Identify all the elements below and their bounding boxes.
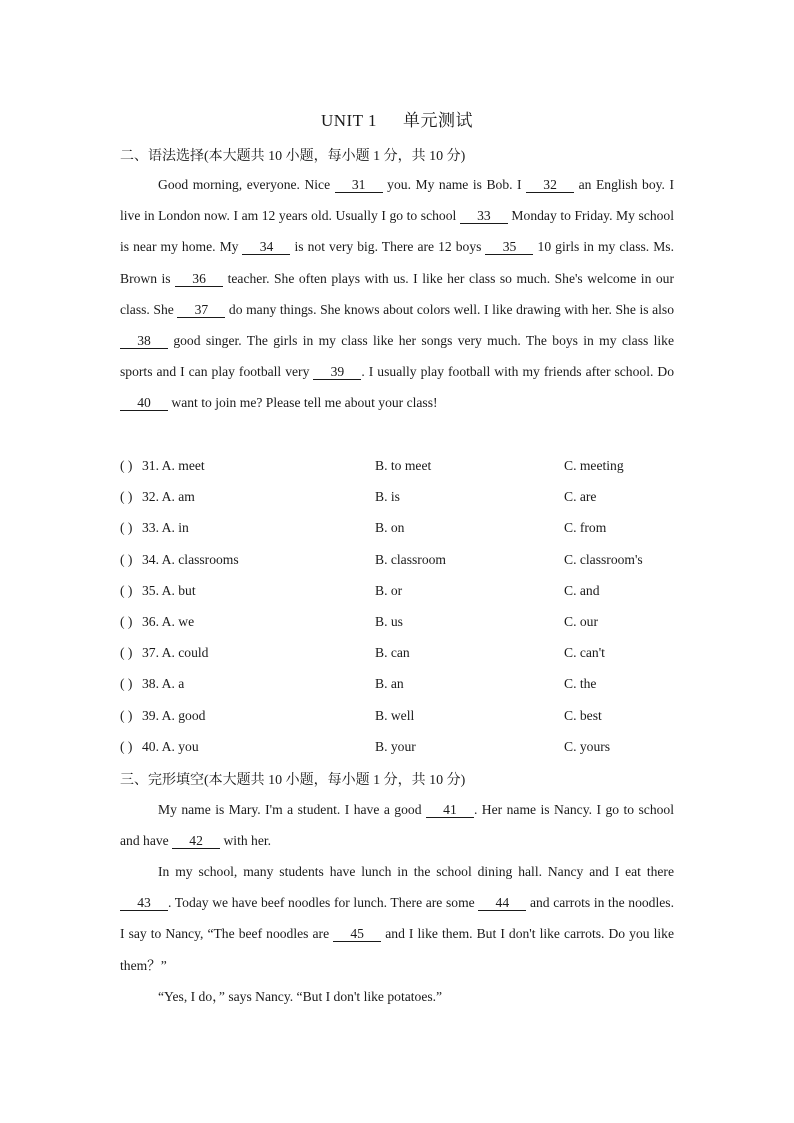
answer-blank: 42	[172, 833, 220, 849]
option-a-text: A. we	[161, 614, 195, 629]
option-c: C. and	[564, 582, 600, 598]
question-number: 31	[142, 458, 156, 473]
answer-bracket[interactable]: ( )	[120, 645, 133, 661]
option-c: C. from	[564, 520, 607, 536]
number-separator: .	[155, 645, 162, 661]
option-a-text: A. you	[161, 738, 199, 754]
text-run: In my school, many students have lunch in the school dining hall. Nancy and I eat there	[158, 864, 674, 879]
question-number: 40	[142, 738, 156, 754]
option-a	[142, 458, 205, 474]
question-row	[120, 583, 674, 603]
number-separator: .	[155, 551, 162, 567]
option-a-text: A. could	[161, 645, 209, 661]
answer-bracket[interactable]: ( )	[120, 707, 133, 723]
page-title	[120, 106, 674, 131]
question-number: 39	[142, 707, 156, 723]
option-b: B. or	[375, 582, 403, 598]
option-b: B. your	[375, 738, 416, 754]
text-run: with her.	[220, 833, 272, 849]
answer-bracket[interactable]: ( )	[120, 676, 133, 692]
question-row	[120, 552, 674, 572]
question-number: 38	[142, 676, 156, 692]
question-number: 33	[142, 520, 156, 536]
option-a	[142, 645, 208, 661]
answer-blank: 41	[426, 802, 474, 818]
number-separator: .	[155, 738, 162, 754]
question-row	[120, 739, 674, 759]
text-run: an English boy. I live in London now. I am 12 years old. Usually I go to school	[120, 177, 674, 224]
answer-bracket[interactable]: ( )	[120, 458, 133, 473]
answer-blank: 32	[526, 177, 574, 193]
option-a	[142, 583, 196, 599]
answer-bracket[interactable]: ( )	[120, 614, 133, 629]
text-run: 10 girls in my class. Ms. Brown is	[120, 239, 674, 286]
answer-blank: 33	[460, 208, 508, 224]
text-run: is not very big. There are 12 boys	[290, 239, 486, 255]
section-3-heading: 三、完形填空(本大题共 10 小题，每小题 1 分，共 10 分)	[120, 773, 466, 788]
option-c: C. classroom's	[564, 551, 643, 567]
option-c: C. meeting	[564, 458, 624, 473]
answer-blank: 37	[177, 302, 225, 318]
text-run: . I usually play football with my friends after school. Do	[361, 364, 674, 380]
option-b: B. an	[375, 676, 404, 692]
option-a-text: A. classrooms	[161, 551, 239, 567]
title-unit: UNIT 1	[320, 111, 378, 130]
number-separator: .	[155, 676, 162, 692]
answer-blank: 34	[242, 239, 290, 255]
answer-blank: 43	[120, 895, 168, 911]
question-row	[120, 676, 674, 696]
option-a	[142, 552, 239, 568]
text-run: Good morning, everyone. Nice	[158, 177, 335, 192]
option-a-text: A. but	[161, 582, 196, 598]
question-row	[120, 614, 674, 634]
section-3-para-2	[120, 856, 674, 981]
number-separator: .	[155, 707, 162, 723]
text-run: . Today we have beef noodles for lunch. There are some	[168, 895, 479, 911]
number-separator: .	[155, 582, 162, 598]
section-2-heading: 二、语法选择(本大题共 10 小题，每小题 1 分，共 10 分)	[120, 149, 466, 164]
option-c: C. are	[564, 489, 597, 505]
question-number: 37	[142, 645, 156, 661]
text-run: Monday to Friday. My school is near my home. My	[120, 208, 674, 255]
text-run: “Yes, I do，” says Nancy. “But I don't like potatoes.”	[158, 989, 443, 1004]
answer-bracket[interactable]: ( )	[120, 738, 133, 754]
question-row	[120, 489, 674, 509]
question-row	[120, 645, 674, 665]
question-row	[120, 520, 674, 540]
title-test: 单元测试	[403, 111, 474, 130]
option-c: C. can't	[564, 645, 605, 661]
answer-bracket[interactable]: ( )	[120, 582, 133, 598]
section-2-passage	[120, 169, 674, 419]
number-separator: .	[155, 489, 162, 505]
answer-bracket[interactable]: ( )	[120, 520, 133, 536]
number-separator: .	[155, 520, 162, 536]
option-b: B. to meet	[375, 458, 432, 473]
option-a	[142, 614, 194, 630]
option-a-text: A. am	[161, 489, 195, 505]
option-a	[142, 739, 199, 755]
text-run: want to join me? Please tell me about your class!	[168, 395, 438, 411]
answer-blank: 35	[485, 239, 533, 255]
question-row	[120, 708, 674, 728]
text-run: and I like them. But I don't like carrots. Do you like them？”	[120, 926, 674, 973]
answer-bracket[interactable]: ( )	[120, 551, 133, 567]
option-c: C. the	[564, 676, 597, 692]
option-a-text: A. in	[161, 520, 189, 536]
text-run: do many things. She knows about colors well. I like drawing with her. She is also	[225, 301, 674, 317]
option-b: B. classroom	[375, 551, 446, 567]
para-text	[120, 802, 674, 848]
option-b: B. can	[375, 645, 410, 661]
option-b: B. us	[375, 614, 403, 629]
question-row	[120, 458, 674, 478]
option-b: B. on	[375, 520, 405, 536]
answer-blank: 44	[478, 895, 526, 911]
section-3-para-3	[120, 981, 674, 1012]
option-a	[142, 676, 184, 692]
option-a-text: A. a	[161, 676, 185, 692]
passage-text	[120, 177, 674, 410]
option-a	[142, 489, 195, 505]
number-separator: .	[155, 614, 162, 629]
option-c: C. our	[564, 614, 598, 629]
option-b: B. is	[375, 489, 400, 505]
answer-bracket[interactable]: ( )	[120, 489, 133, 505]
answer-blank: 39	[313, 364, 361, 380]
number-separator: .	[155, 458, 162, 473]
option-a	[142, 520, 189, 536]
option-b: B. well	[375, 707, 415, 723]
text-run: . Her name is Nancy. I go to school and have	[120, 802, 675, 849]
text-run: and carrots in the noodles. I say to Nancy, “The beef noodles are	[120, 895, 674, 942]
answer-blank: 38	[120, 333, 168, 349]
answer-blank: 45	[333, 926, 381, 942]
para-text	[120, 864, 674, 973]
answer-blank: 36	[175, 271, 223, 287]
question-number: 35	[142, 582, 156, 598]
para-text	[158, 989, 442, 1004]
text-run: you. My name is Bob. I	[382, 177, 527, 192]
option-c: C. yours	[564, 738, 611, 754]
question-number: 34	[142, 551, 156, 567]
text-run: teacher. She often plays with us. I like her class so much. She's welcome in our class. She	[120, 270, 674, 317]
question-number: 36	[142, 614, 156, 629]
text-run: My name is Mary. I'm a student. I have a good	[158, 802, 426, 817]
option-a	[142, 708, 205, 724]
option-a-text: A. meet	[161, 458, 205, 473]
option-c: C. best	[564, 707, 602, 723]
answer-blank: 31	[335, 177, 383, 193]
answer-blank: 40	[120, 395, 168, 411]
text-run: good singer. The girls in my class like her songs very much. The boys in my class like sports and I can play football very	[120, 333, 674, 380]
question-number: 32	[142, 489, 156, 505]
option-a-text: A. good	[161, 707, 206, 723]
section-3-para-1	[120, 794, 674, 856]
